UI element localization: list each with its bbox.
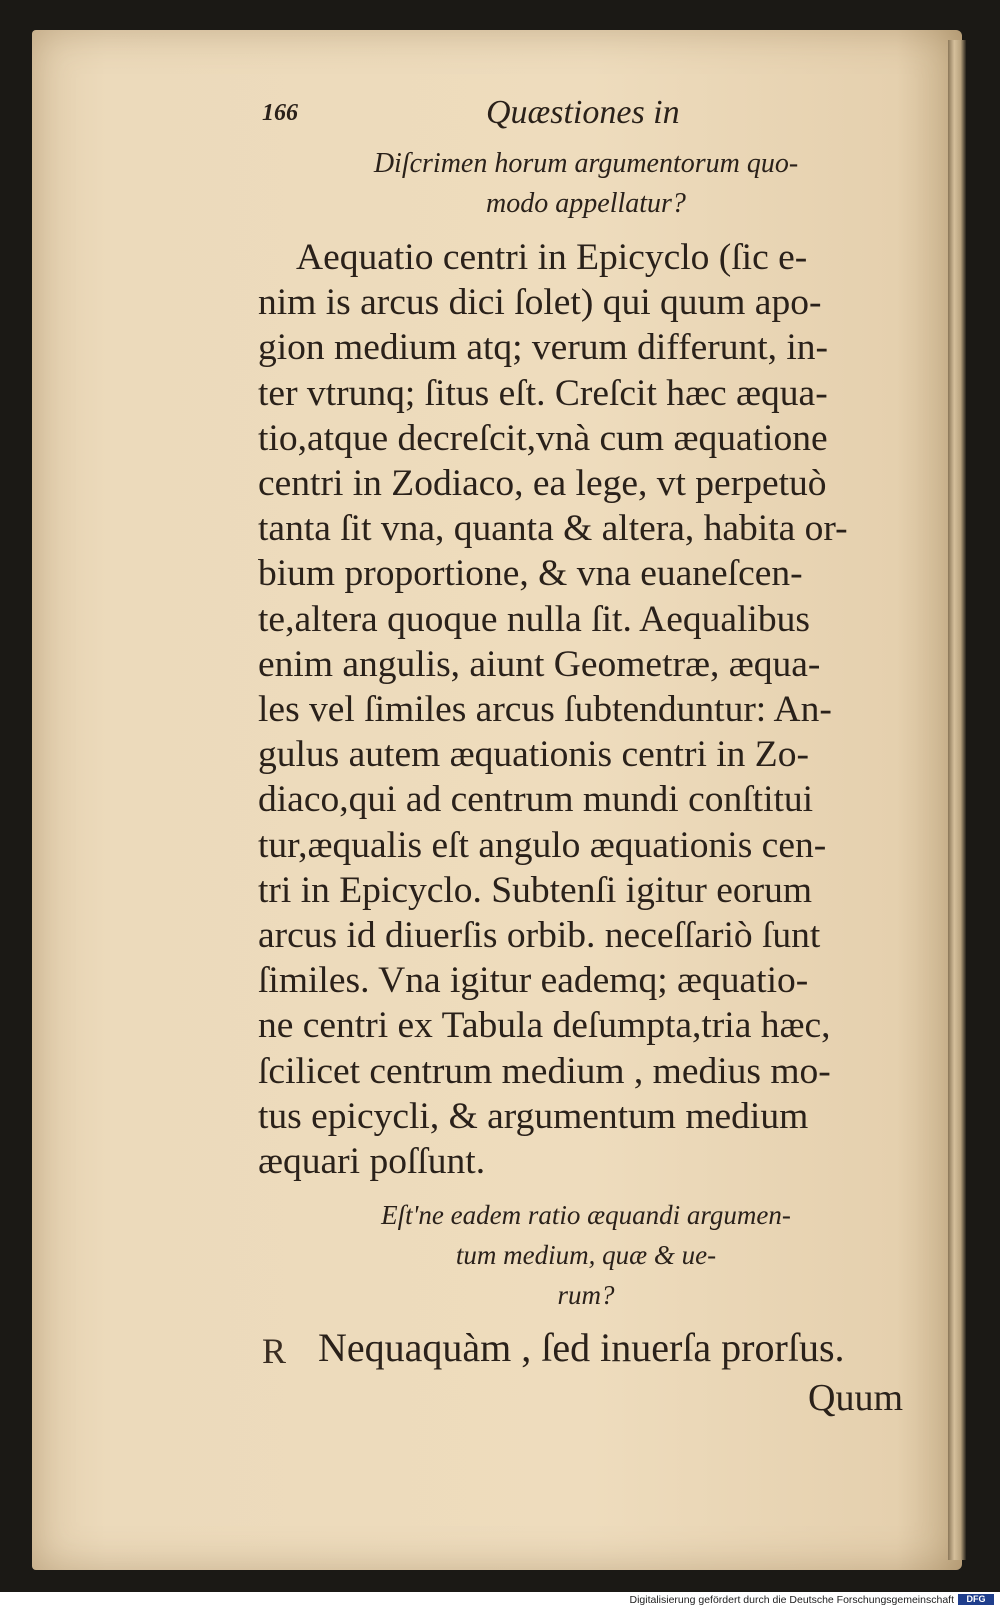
page-number: 166 bbox=[262, 100, 298, 126]
dfg-logo: DFG bbox=[958, 1594, 994, 1605]
question-heading-line-2: modo appellatur? bbox=[486, 188, 686, 219]
response-mark: R bbox=[262, 1331, 287, 1371]
body-line: nim is arcus dici ſolet) qui quum apo- bbox=[258, 282, 822, 324]
body-line: bium proportione, & vna euaneſcen- bbox=[258, 553, 803, 595]
page-edge bbox=[948, 40, 966, 1560]
body-line: arcus id diuerſis orbib. neceſſariò ſunt bbox=[258, 915, 821, 956]
body-line: ſcilicet centrum medium , medius mo- bbox=[258, 1050, 831, 1092]
catchword: Quum bbox=[808, 1377, 903, 1419]
body-line: gulus autem æquationis centri in Zo- bbox=[258, 734, 809, 776]
body-line: tio,atque decreſcit,vnà cum æquatione bbox=[258, 417, 828, 459]
question-heading-2-line-2: tum medium, quæ & ue- bbox=[455, 1240, 717, 1270]
body-line: les vel ſimiles arcus ſubtenduntur: An- bbox=[258, 689, 832, 730]
question-heading-2-line-1: Eſt'ne eadem ratio æquandi argumen- bbox=[381, 1200, 791, 1230]
body-line: ne centri ex Tabula deſumpta,tria hæc, bbox=[258, 1005, 831, 1047]
body-line: tanta ſit vna, quanta & altera, habita or- bbox=[258, 508, 848, 550]
body-line: enim angulis, aiunt Geometræ, æqua- bbox=[258, 643, 821, 685]
running-head: Quæstiones in bbox=[486, 94, 680, 131]
body-line: tur,æqualis eſt angulo æquationis cen- bbox=[258, 824, 827, 866]
body-line: æquari poſſunt. bbox=[258, 1141, 486, 1182]
body-line: tus epicycli, & argumentum medium bbox=[258, 1095, 809, 1137]
body-line: diaco,qui ad centrum mundi conſtitui bbox=[258, 779, 814, 821]
body-line: tri in Epicyclo. Subtenſi igitur eorum bbox=[258, 869, 813, 911]
answer-text: Nequaquàm , ſed inuerſa prorſus. bbox=[318, 1325, 845, 1370]
question-heading-line-1: Diſcrimen horum argumentorum quo- bbox=[373, 148, 799, 179]
body-line: ſimiles. Vna igitur eademq; æquatio- bbox=[258, 960, 809, 1002]
body-line: Aequatio centri in Epicyclo (ſic e- bbox=[296, 237, 808, 278]
body-line: ter vtrunq; ſitus eſt. Creſcit hæc æqua- bbox=[258, 372, 828, 414]
body-line: centri in Zodiaco, ea lege, vt perpetuò bbox=[258, 463, 827, 504]
question-heading-2-line-3: rum? bbox=[557, 1280, 615, 1310]
body-line: te,altera quoque nulla ſit. Aequalibus bbox=[258, 598, 810, 640]
digitization-credit: Digitalisierung gefördert durch die Deutsche Forschungsgemeinschaft bbox=[629, 1594, 954, 1606]
body-line: gion medium atq; verum differunt, in- bbox=[258, 327, 829, 369]
